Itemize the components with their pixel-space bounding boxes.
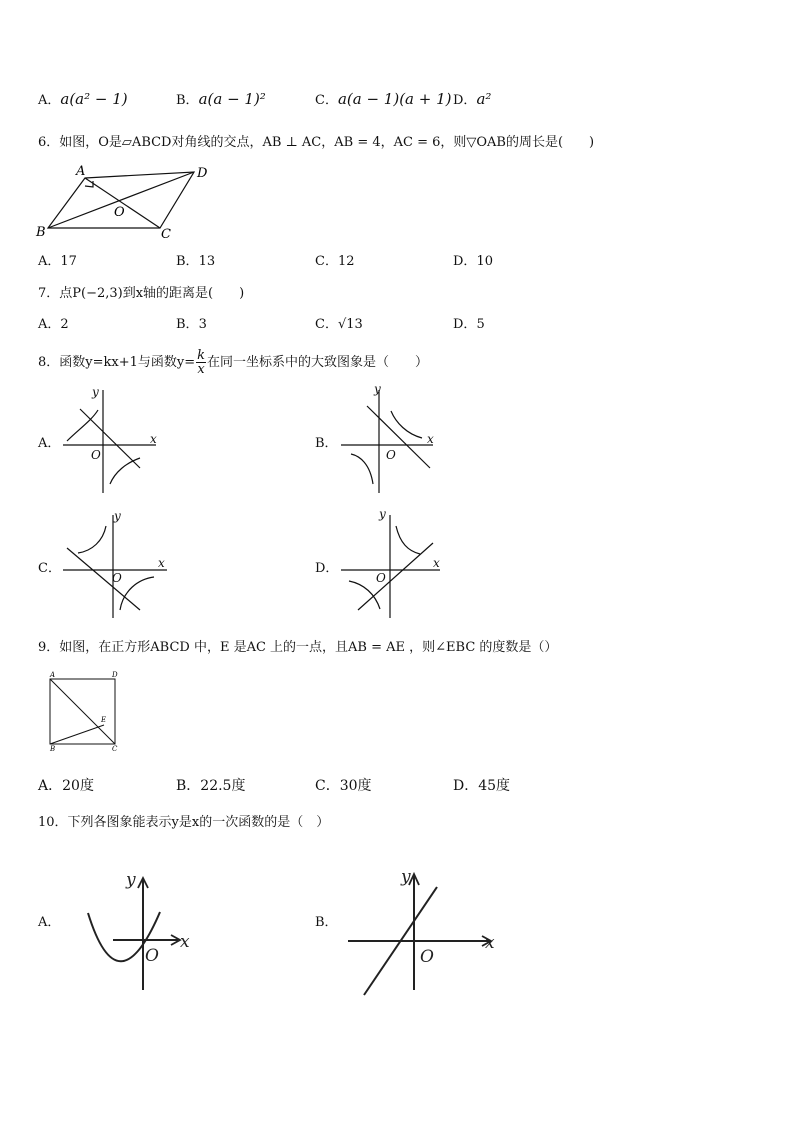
- q5-option-d: D．a²: [453, 90, 492, 108]
- q6-option-d: D．10: [453, 254, 493, 269]
- q10-a-x-label: x: [180, 932, 190, 952]
- q8-a-y-label: y: [92, 385, 99, 399]
- q8-b-x-label: x: [427, 432, 434, 446]
- q10-graph-a: [88, 870, 190, 990]
- q6-stem: 6．如图，O是▱ABCD对角线的交点，AB ⊥ AC，AB = 4，AC = 6，则▽OAB的周长是( ): [38, 135, 595, 150]
- q6-label-d: D: [197, 166, 208, 181]
- q10-a-origin-label: O: [145, 946, 159, 966]
- q10-a-y-label: y: [126, 870, 136, 890]
- q8-option-c-letter: C．: [38, 561, 61, 576]
- q6-label-c: C: [161, 227, 171, 242]
- q9-label-a: A: [50, 671, 56, 679]
- q8-fraction-numerator: k: [197, 348, 206, 363]
- q8-c-x-label: x: [158, 556, 165, 570]
- q8-option-d-letter: D．: [315, 561, 339, 576]
- q8-d-y-label: y: [379, 507, 386, 521]
- q6-label-b: B: [36, 225, 46, 240]
- q8-c-y-label: y: [114, 509, 121, 523]
- q9-option-b: B．22.5度: [176, 778, 246, 794]
- q6-option-c: C．12: [315, 254, 355, 269]
- q9-label-b: B: [50, 745, 56, 753]
- q9-label-e: E: [101, 716, 107, 724]
- q6-option-a: A．17: [38, 254, 77, 269]
- q9-label-d: D: [112, 671, 118, 679]
- q8-option-b-letter: B．: [315, 436, 338, 451]
- q8-b-origin-label: O: [386, 448, 396, 462]
- q10-b-y-label: y: [401, 867, 411, 887]
- q8-c-origin-label: O: [112, 571, 122, 585]
- q9-option-c: C．30度: [315, 778, 372, 794]
- q9-option-d: D．45度: [453, 778, 511, 794]
- q7-option-d: D．5: [453, 317, 485, 332]
- q5-option-b: B．a(a − 1)²: [176, 90, 266, 108]
- q9-label-c: C: [112, 745, 118, 753]
- q9-option-a: A．20度: [38, 778, 94, 794]
- q7-option-c: C．√13: [315, 317, 363, 332]
- q5-option-a: A．a(a² − 1): [38, 90, 128, 108]
- q8-d-x-label: x: [433, 556, 440, 570]
- q5-option-c: C．a(a − 1)(a + 1): [315, 90, 452, 108]
- q8-b-y-label: y: [374, 382, 381, 396]
- q7-stem: 7．点P(−2,3)到x轴的距离是( ): [38, 286, 245, 301]
- q10-b-x-label: x: [485, 933, 495, 953]
- q6-label-a: A: [76, 164, 86, 179]
- q8-a-origin-label: O: [91, 448, 101, 462]
- q10-graph-b: [348, 867, 495, 995]
- q6-label-o: O: [114, 205, 125, 220]
- q10-b-origin-label: O: [420, 947, 434, 967]
- q10-option-b-letter: B．: [315, 915, 338, 930]
- q8-d-origin-label: O: [376, 571, 386, 585]
- q10-stem: 10．下列各图象能表示y是x的一次函数的是（ ）: [38, 815, 330, 830]
- q6-option-b: B．13: [176, 254, 216, 269]
- q8-option-a-letter: A．: [38, 436, 61, 451]
- q7-option-a: A．2: [38, 317, 69, 332]
- q10-option-a-letter: A．: [38, 915, 61, 930]
- q8-stem: 8．函数y=kx+1与函数y= $\frac{k}{x}$ 在同一坐标系中的大致图象是（ ）: [38, 348, 429, 377]
- q7-option-b: B．3: [176, 317, 207, 332]
- q9-stem: 9．如图，在正方形ABCD 中，E 是AC 上的一点，且AB = AE ，则∠EBC 的度数是（）: [38, 640, 558, 655]
- q8-fraction-denominator: x: [197, 362, 205, 377]
- q8-a-x-label: x: [150, 432, 157, 446]
